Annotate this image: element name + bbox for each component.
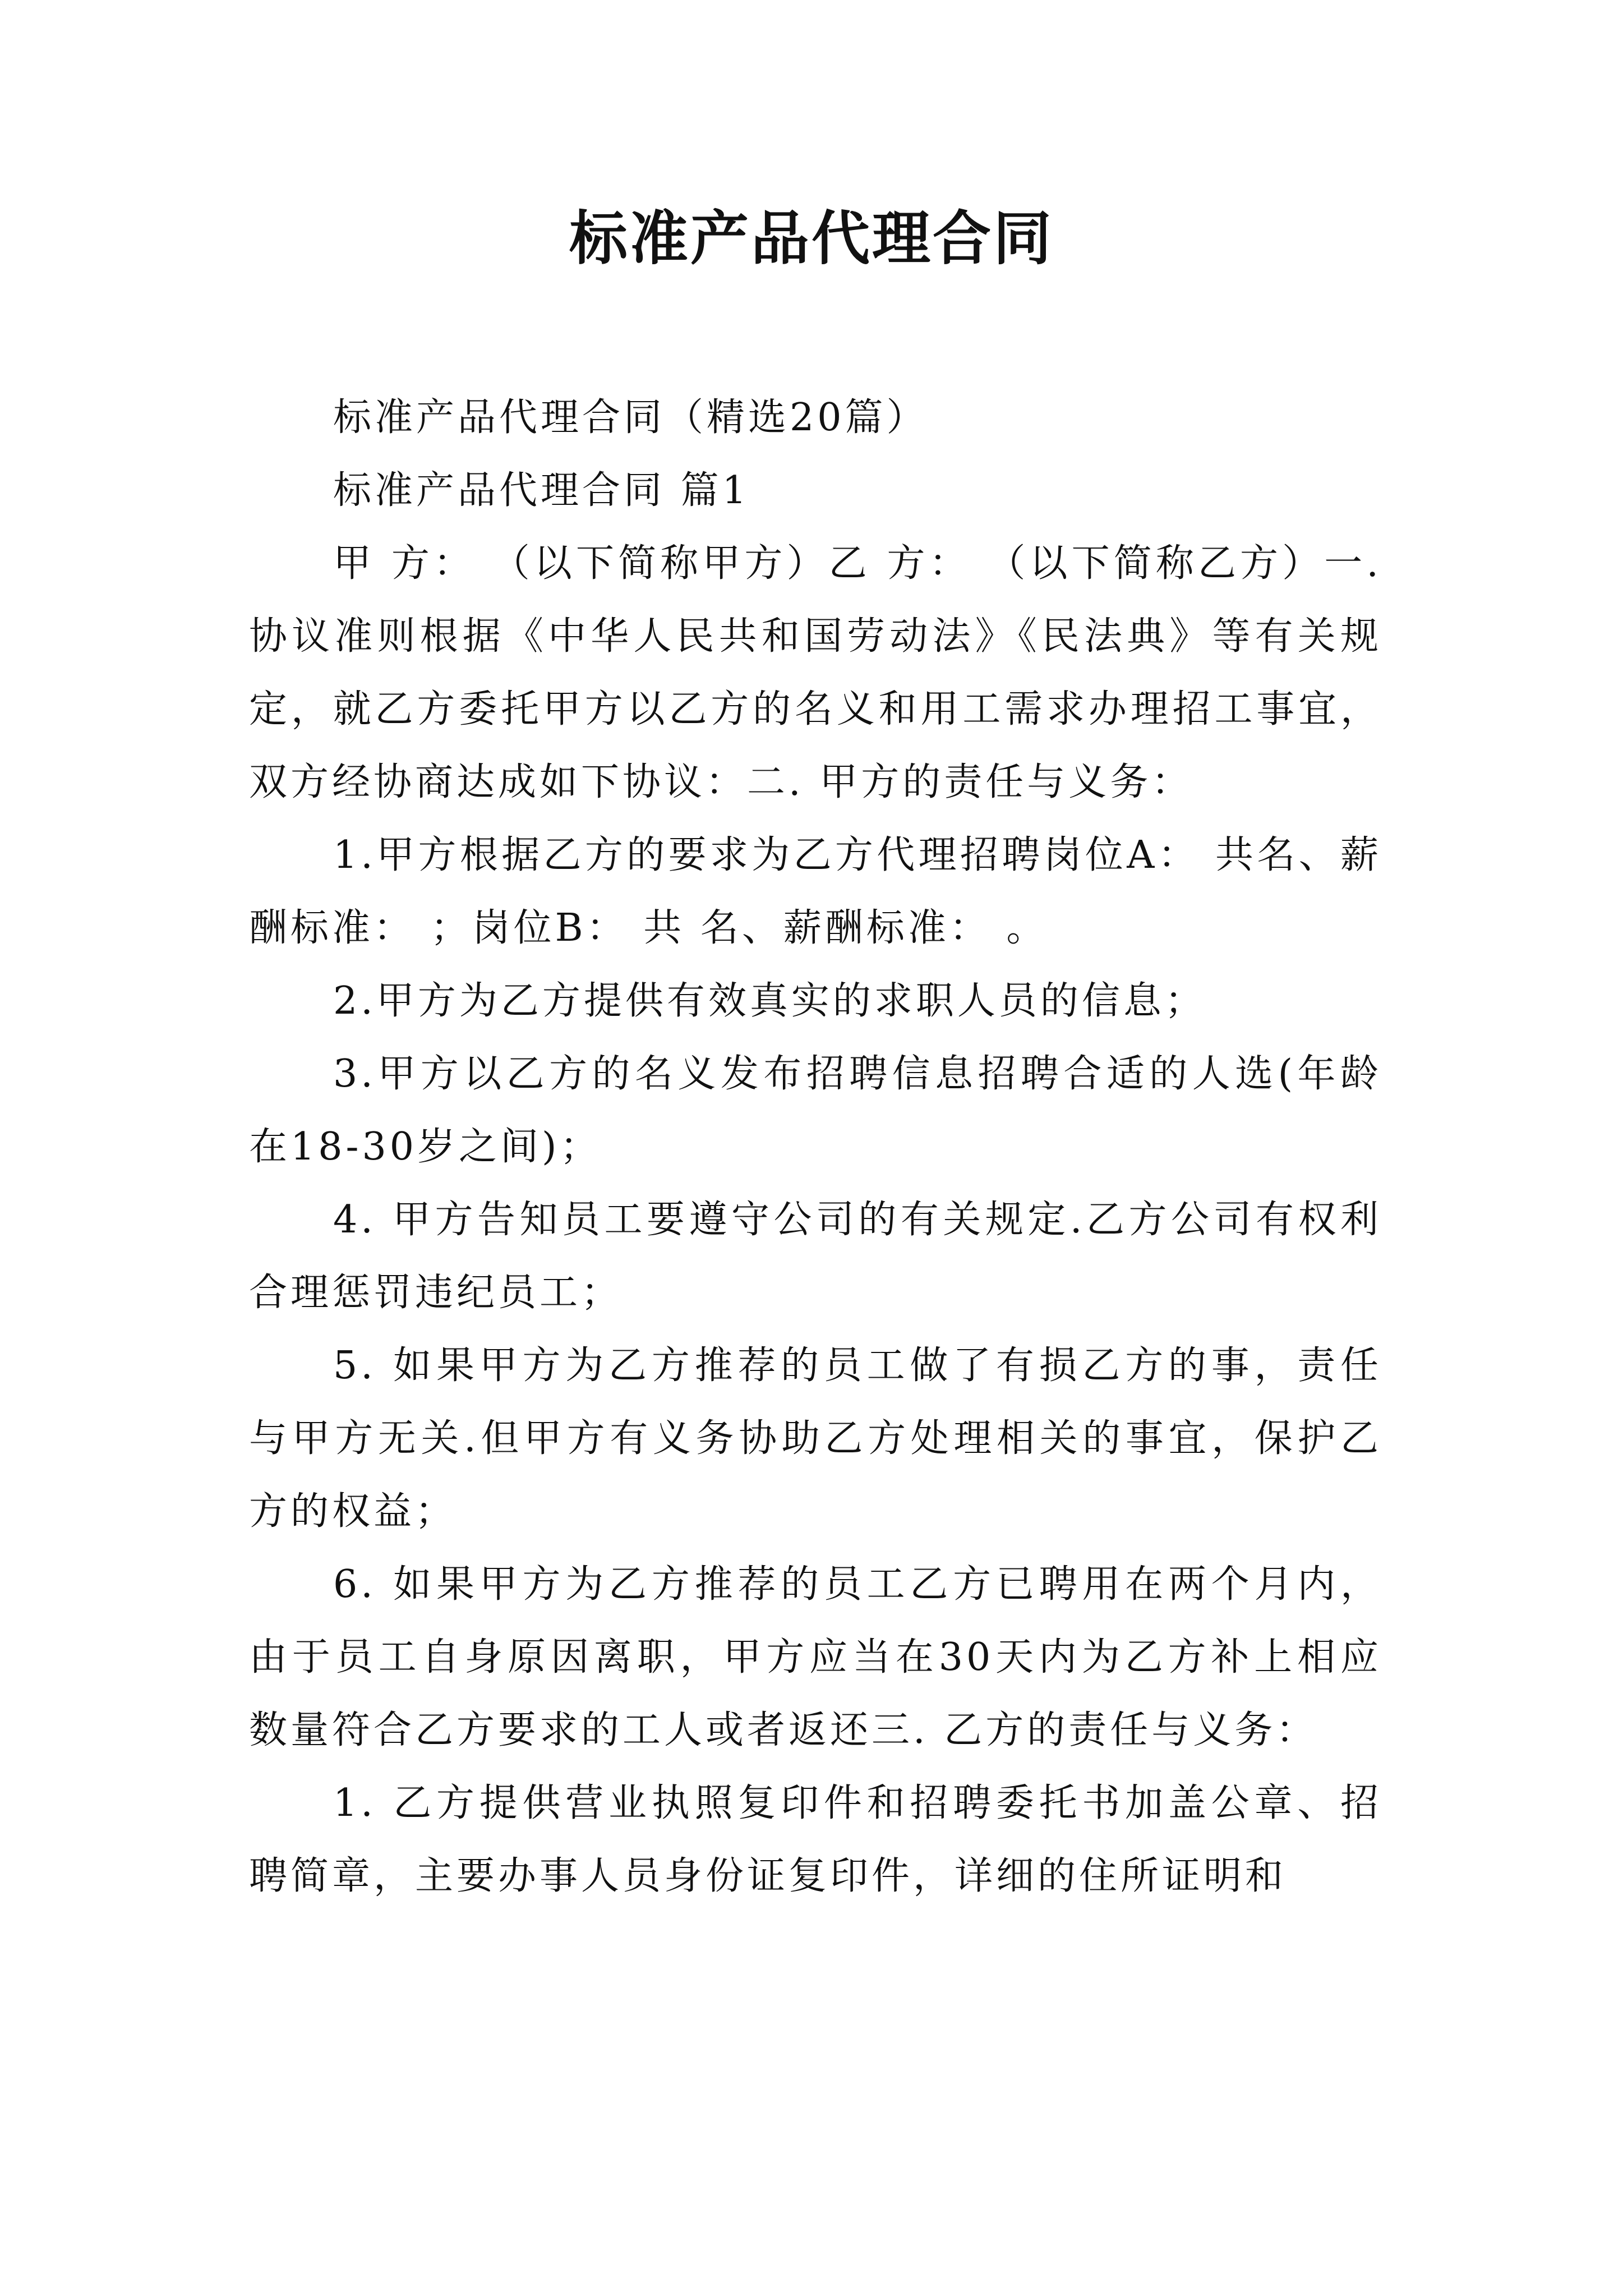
paragraph-party-a-item-2: 2.甲方为乙方提供有效真实的求职人员的信息；: [333, 979, 1206, 1023]
paragraph-party-a-item-4: 4. 甲方告知员工要遵守公司的有关规定.乙方公司有权利合理惩罚违纪员工；: [249, 1198, 1382, 1315]
paragraph-party-a-item-6: 6. 如果甲方为乙方推荐的员工乙方已聘用在两个月内，由于员工自身原因离职，甲方应当在30天内为乙方补上相应数量符合乙方要求的工人或者返还三. 乙方的责任与义务：: [249, 1562, 1382, 1752]
paragraph-parties-and-principles: 甲 方： （以下简称甲方）乙 方： （以下简称乙方）一. 协议准则根据《中华人民共和国劳动法》《民法典》等有关规定，就乙方委托甲方以乙方的名义和用工需求办理招工事宜，双方经协商达成如下协议：二. 甲方的责任与义务：: [249, 541, 1382, 804]
paragraph-party-a-item-1: 1.甲方根据乙方的要求为乙方代理招聘岗位A： 共名、薪酬标准： ；岗位B： 共 名、薪酬标准： 。: [249, 833, 1382, 950]
paragraph-party-a-item-5: 5. 如果甲方为乙方推荐的员工做了有损乙方的事，责任与甲方无关.但甲方有义务协助乙方处理相关的事宜，保护乙方的权益；: [249, 1343, 1382, 1534]
paragraph-party-a-item-3: 3.甲方以乙方的名义发布招聘信息招聘合适的人选(年龄在18-30岁之间)；: [249, 1052, 1382, 1169]
paragraph-party-b-item-1: 1. 乙方提供营业执照复印件和招聘委托书加盖公章、招聘简章，主要办事人员身份证复印件，详细的住所证明和: [249, 1781, 1382, 1898]
document-body: [249, 381, 1382, 1913]
document-title: 标准产品代理合同: [569, 204, 1054, 273]
paragraph-section-heading: 标准产品代理合同 篇1: [333, 468, 750, 513]
paragraph-subtitle: 标准产品代理合同（精选20篇）: [333, 395, 928, 440]
